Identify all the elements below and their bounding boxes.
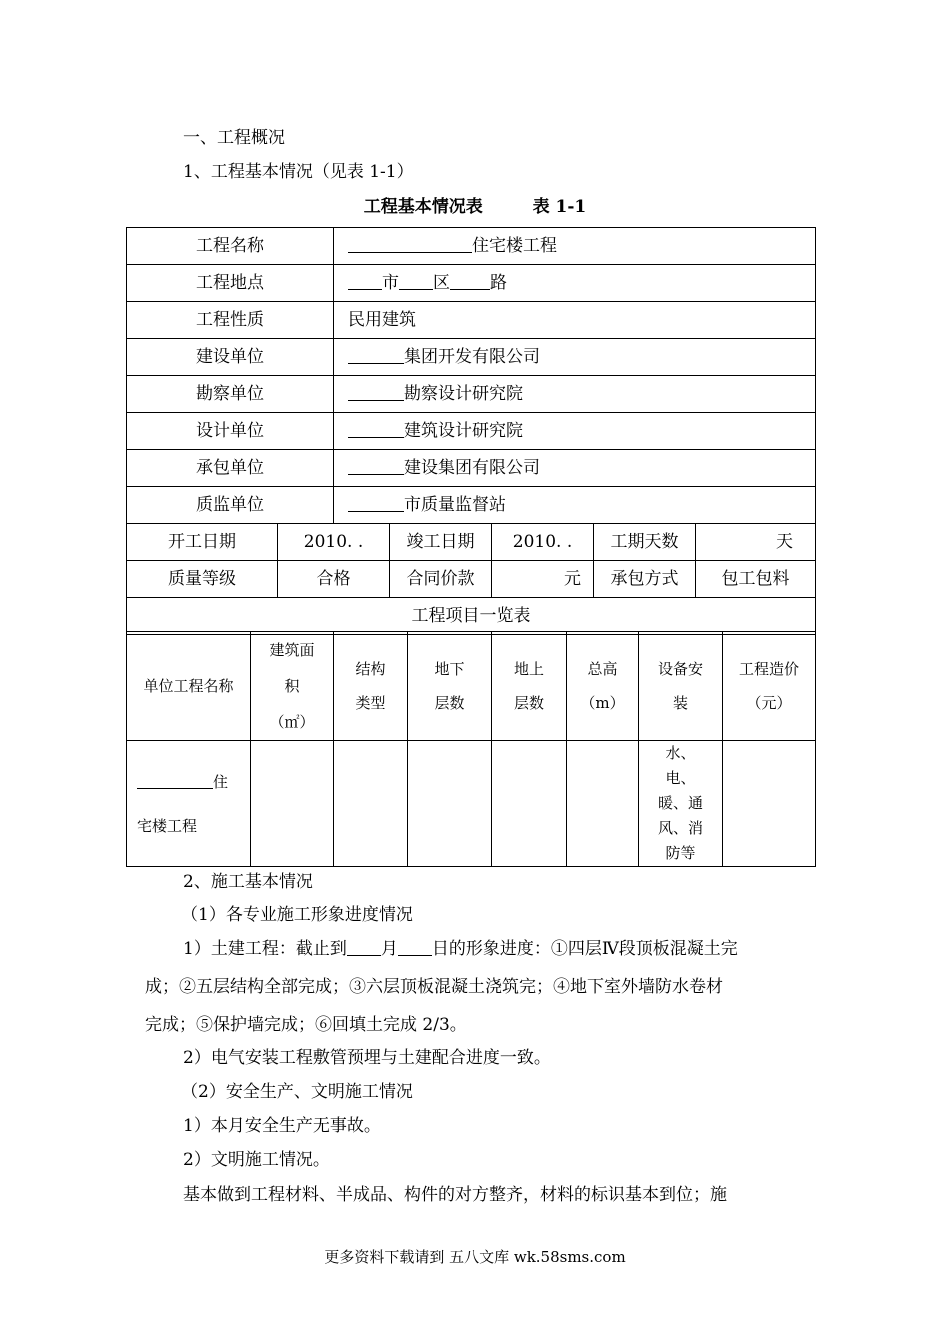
label-contract-mode: 承包方式 xyxy=(594,561,696,598)
paragraph-civil-works-line1: 1）土建工程：截止到 月 日的形象进度：①四层Ⅳ段顶板混凝土完 xyxy=(183,939,738,959)
cell-underground-floors xyxy=(408,741,492,867)
table-row xyxy=(127,413,816,450)
cell-equipment-installation: 水、 电、 暖、通 风、消 防等 xyxy=(639,741,723,867)
header-equipment-installation: 设备安 装 xyxy=(639,632,723,741)
subsection-heading-progress: （1）各专业施工形象进度情况 xyxy=(181,905,413,925)
paragraph-materials: 基本做到工程材料、半成品、构件的对方整齐，材料的标识基本到位；施 xyxy=(183,1185,727,1205)
table-row xyxy=(127,302,816,339)
subsection-heading-basic: 1、工程基本情况（见表 1-1） xyxy=(183,162,414,182)
header-total-height: 总高 （m） xyxy=(567,632,639,741)
value-survey-unit: 勘察设计研究院 xyxy=(334,376,816,413)
table-row xyxy=(127,524,816,561)
header-project-cost: 工程造价 （元） xyxy=(723,632,816,741)
paragraph-electrical: 2）电气安装工程敷管预埋与土建配合进度一致。 xyxy=(183,1048,551,1068)
header-above-ground-floors: 地上 层数 xyxy=(492,632,567,741)
table-number: 表 1-1 xyxy=(532,197,587,217)
value-end-date: 2010. . xyxy=(492,524,594,561)
table-title: 工程基本情况表 xyxy=(363,197,483,217)
value-quality-grade: 合格 xyxy=(278,561,390,598)
table-header-row xyxy=(127,632,816,741)
value-quality-supervision: 市质量监督站 xyxy=(334,487,816,524)
value-project-name: 住宅楼工程 xyxy=(334,228,816,265)
value-contractor: 建设集团有限公司 xyxy=(334,450,816,487)
label-duration: 工期天数 xyxy=(594,524,696,561)
table-row xyxy=(127,561,816,598)
project-list-table xyxy=(126,631,816,867)
paragraph-civil-works-line2: 成；②五层结构全部完成；③六层顶板混凝土浇筑完；④地下室外墙防水卷材 xyxy=(145,977,723,997)
value-project-nature: 民用建筑 xyxy=(334,302,816,339)
paragraph-civilized-construction: 2）文明施工情况。 xyxy=(183,1150,330,1170)
basic-info-table xyxy=(126,227,816,635)
label-contractor: 承包单位 xyxy=(127,450,334,487)
label-quality-supervision: 质监单位 xyxy=(127,487,334,524)
label-end-date: 竣工日期 xyxy=(390,524,492,561)
label-project-nature: 工程性质 xyxy=(127,302,334,339)
cell-above-ground-floors xyxy=(492,741,567,867)
table-row xyxy=(127,376,816,413)
paragraph-safety: 1）本月安全生产无事故。 xyxy=(183,1116,381,1136)
header-floor-area: 建筑面 积 （㎡） xyxy=(251,632,334,741)
value-project-location: 市 区 路 xyxy=(334,265,816,302)
label-start-date: 开工日期 xyxy=(127,524,278,561)
value-design-unit: 建筑设计研究院 xyxy=(334,413,816,450)
table-row xyxy=(127,265,816,302)
cell-project-cost xyxy=(723,741,816,867)
table-row xyxy=(127,598,816,635)
table-row xyxy=(127,339,816,376)
paragraph-civil-works-line3: 完成；⑤保护墙完成；⑥回填土完成 2/3。 xyxy=(145,1015,467,1035)
table-row xyxy=(127,487,816,524)
project-list-title: 工程项目一览表 xyxy=(127,598,816,635)
cell-total-height xyxy=(567,741,639,867)
table-row xyxy=(127,228,816,265)
value-owner: 集团开发有限公司 xyxy=(334,339,816,376)
table-row xyxy=(127,741,816,867)
header-underground-floors: 地下 层数 xyxy=(408,632,492,741)
section-heading-construction: 2、施工基本情况 xyxy=(183,872,313,892)
label-survey-unit: 勘察单位 xyxy=(127,376,334,413)
value-contract-price: 元 xyxy=(492,561,594,598)
value-start-date: 2010. . xyxy=(278,524,390,561)
footer-text: 更多资料下载请到 五八文库 wk.58sms.com xyxy=(324,1248,626,1266)
header-structure-type: 结构 类型 xyxy=(334,632,408,741)
label-project-location: 工程地点 xyxy=(127,265,334,302)
label-contract-price: 合同价款 xyxy=(390,561,492,598)
table-caption xyxy=(0,196,950,218)
header-unit-name: 单位工程名称 xyxy=(127,632,251,741)
cell-structure-type xyxy=(334,741,408,867)
value-duration: 天 xyxy=(696,524,816,561)
label-project-name: 工程名称 xyxy=(127,228,334,265)
label-quality-grade: 质量等级 xyxy=(127,561,278,598)
cell-unit-name: 住 宅楼工程 xyxy=(127,741,251,867)
section-heading-overview: 一、工程概况 xyxy=(183,128,285,148)
label-owner: 建设单位 xyxy=(127,339,334,376)
cell-floor-area xyxy=(251,741,334,867)
label-design-unit: 设计单位 xyxy=(127,413,334,450)
table-row xyxy=(127,450,816,487)
value-contract-mode: 包工包料 xyxy=(696,561,816,598)
subsection-heading-safety: （2）安全生产、文明施工情况 xyxy=(181,1082,413,1102)
